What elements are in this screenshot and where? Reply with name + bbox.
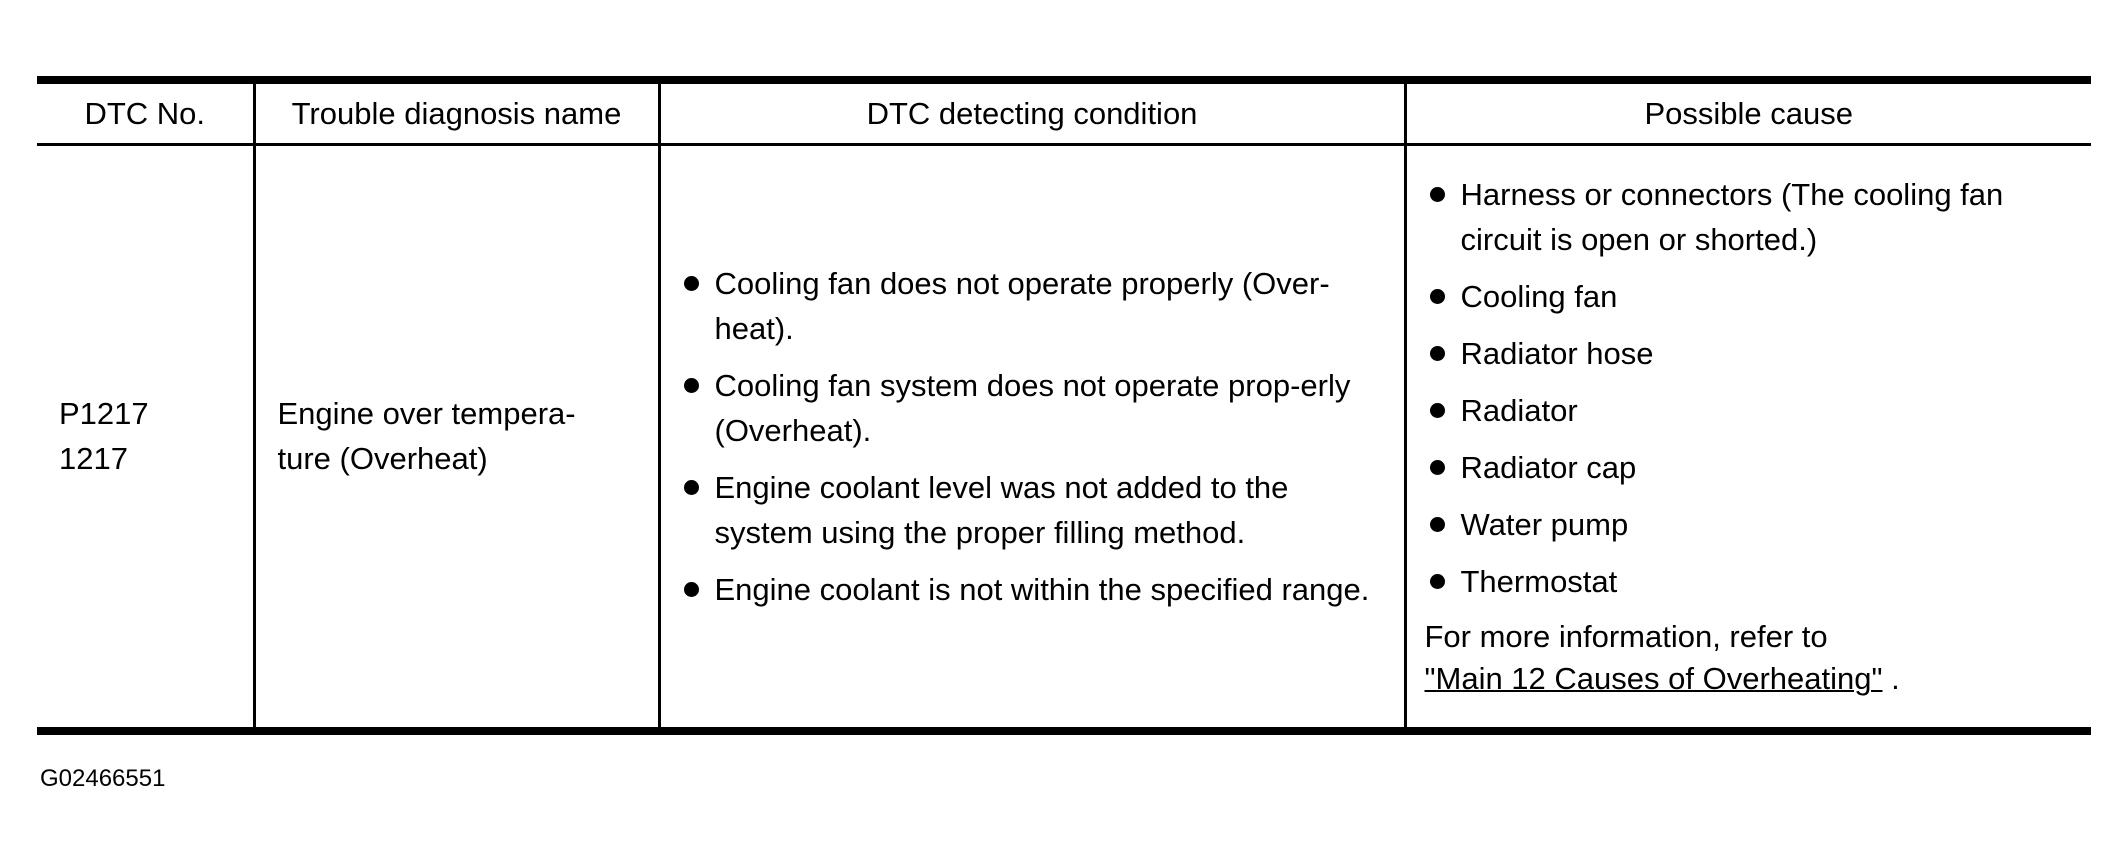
note-suffix: . <box>1882 661 1900 697</box>
cause-item: Radiator <box>1425 388 2074 433</box>
dtc-code: P1217 <box>59 396 149 432</box>
cause-item: Thermostat <box>1425 559 2074 604</box>
trouble-name-line-1: Engine over tempera- <box>277 396 576 432</box>
header-row <box>37 80 2091 145</box>
overheating-causes-link[interactable]: "Main 12 Causes of Overheating" <box>1424 661 1883 697</box>
trouble-name-line-2: ture (Overheat) <box>277 441 488 477</box>
condition-item: Engine coolant is not within the specified range. <box>679 567 1386 612</box>
cause-item: Radiator hose <box>1425 331 2074 376</box>
dtc-table <box>37 76 2091 735</box>
possible-cause-cell <box>1405 145 2091 731</box>
condition-item: Engine coolant level was not added to the system using the proper filling method. <box>679 465 1386 555</box>
figure-id: G02466551 <box>40 765 166 792</box>
condition-list <box>679 261 1386 612</box>
cause-item: Harness or connectors (The cooling fan circuit is open or shorted.) <box>1425 172 2074 262</box>
cause-list <box>1425 172 2074 604</box>
dtc-code-short: 1217 <box>59 441 128 477</box>
header-dtc-no: DTC No. <box>37 80 254 145</box>
condition-item: Cooling fan system does not operate prop-erly (Overheat). <box>679 363 1386 453</box>
cause-item: Cooling fan <box>1425 274 2074 319</box>
cause-item: Water pump <box>1425 502 2074 547</box>
detecting-condition-cell <box>659 145 1405 731</box>
header-possible-cause: Possible cause <box>1405 80 2091 145</box>
condition-item: Cooling fan does not operate properly (Over-heat). <box>679 261 1386 351</box>
table-row <box>37 145 2091 731</box>
dtc-number-cell <box>37 145 254 731</box>
header-detecting-condition: DTC detecting condition <box>659 80 1405 145</box>
cause-item: Radiator cap <box>1425 445 2074 490</box>
more-info-note <box>1425 616 2074 700</box>
header-trouble-name: Trouble diagnosis name <box>254 80 659 145</box>
note-prefix: For more information, refer to <box>1424 619 1828 655</box>
trouble-name-cell <box>254 145 659 731</box>
